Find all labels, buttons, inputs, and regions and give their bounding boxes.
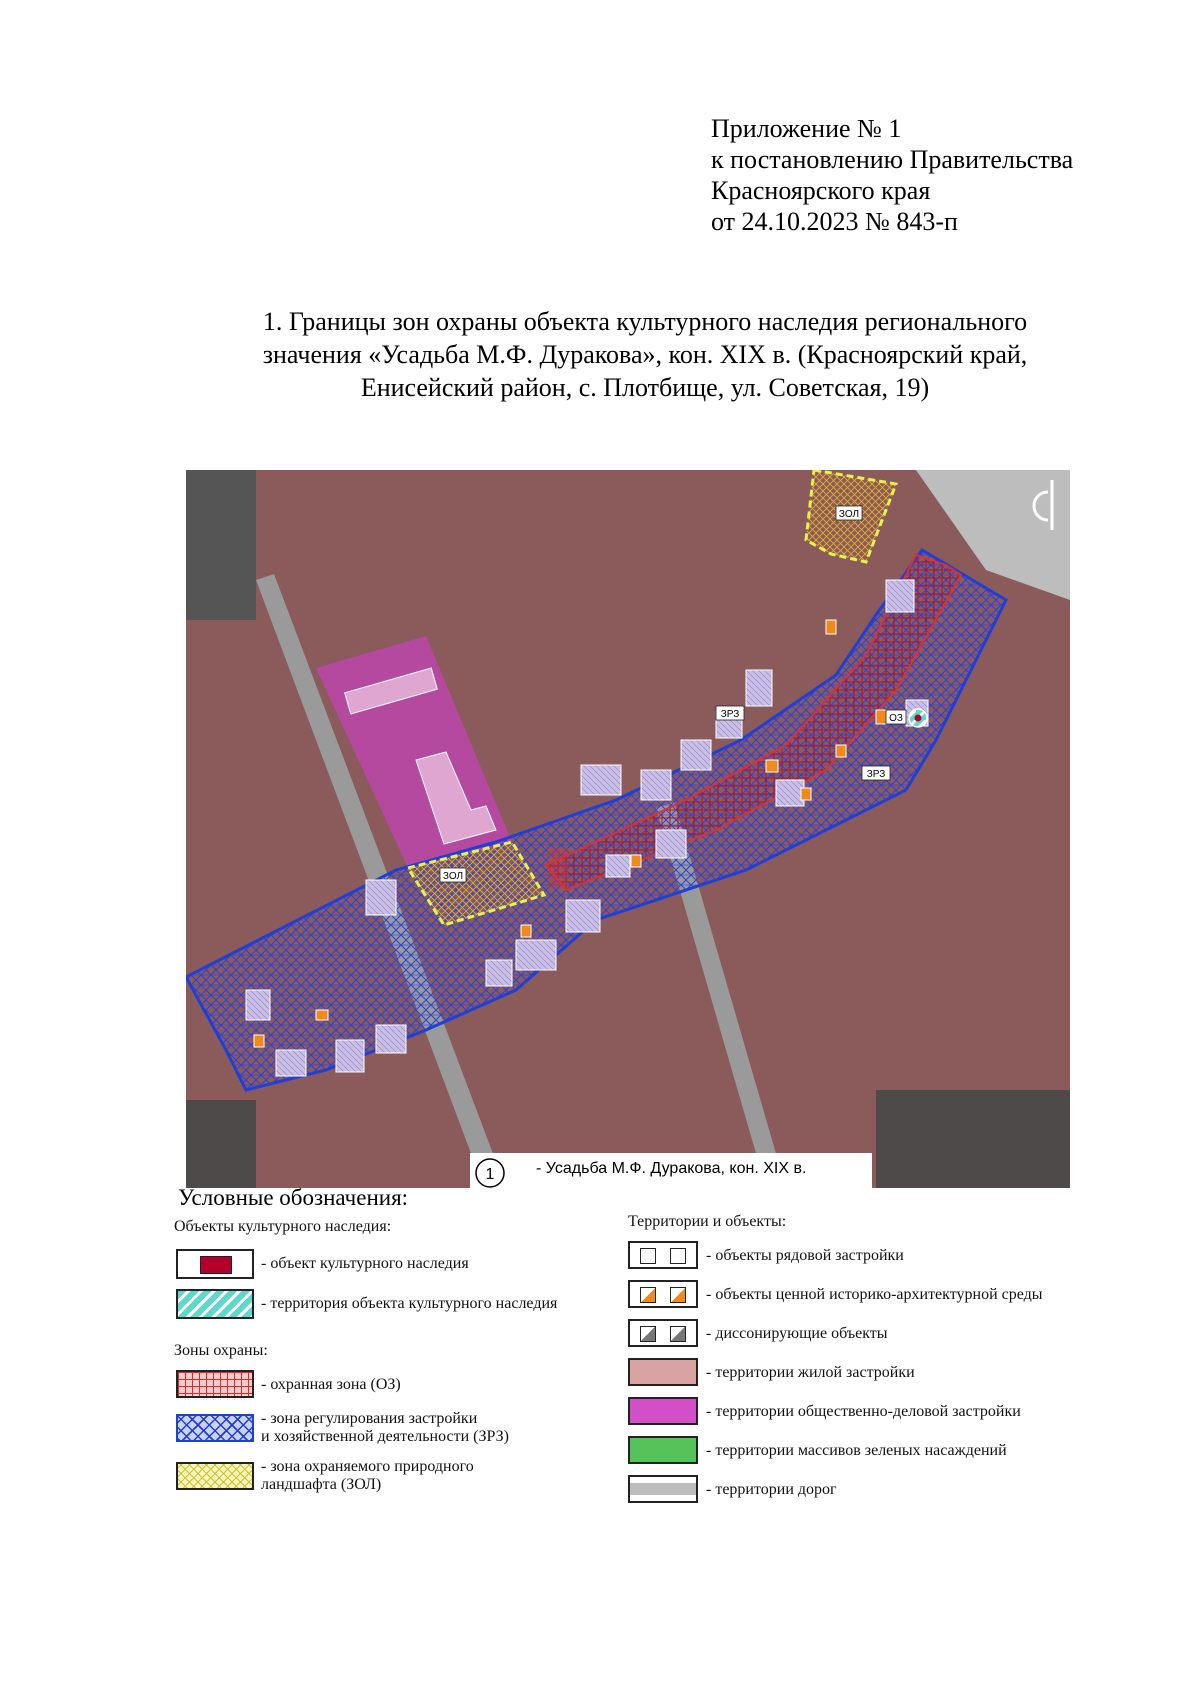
heritage-object	[915, 715, 922, 722]
document-heading	[190, 305, 1100, 404]
zone-map	[186, 470, 1070, 1188]
legend-swatch-roads	[628, 1475, 698, 1503]
legend-label-dissonant: - диссонирующие объекты	[706, 1325, 888, 1342]
legend-label-zol	[261, 1458, 474, 1494]
legend-label-zol-line-1: - зона охраняемого природного	[261, 1458, 474, 1475]
legend-label-ordinary: - объекты рядовой застройки	[706, 1247, 904, 1264]
legend-label-zrz	[261, 1410, 509, 1446]
legend-label-green: - территории массивов зеленых насаждений	[706, 1442, 1007, 1459]
legend-territories-title: Территории и объекты:	[628, 1213, 787, 1230]
map-label-zol-1: ЗОЛ	[442, 871, 464, 882]
map-label-oz: ОЗ	[889, 713, 903, 724]
legend-swatch-zrz	[176, 1414, 254, 1442]
legend-label-heritage-territory: - территория объекта культурного наследия	[261, 1295, 558, 1312]
legend-swatch-zol	[176, 1462, 254, 1490]
legend-swatch-green	[628, 1436, 698, 1464]
legend-swatch-oz	[176, 1370, 254, 1398]
heading-line-1: 1. Границы зон охраны объекта культурного наследия регионального	[262, 307, 1028, 336]
legend-label-public: - территории общественно-деловой застройки	[706, 1403, 1021, 1420]
legend-swatch-heritage-object	[176, 1249, 254, 1279]
appendix-block	[711, 113, 1073, 237]
oz-zone-fill	[548, 848, 568, 888]
legend-swatch-heritage-territory	[176, 1289, 254, 1319]
legend-label-zrz-line-2: и хозяйственной деятельности (ЗРЗ)	[261, 1428, 509, 1445]
heading-line-3: Енисейский район, с. Плотбище, ул. Советская, 19)	[360, 373, 930, 402]
legend-label-oz: - охранная зона (ОЗ)	[261, 1376, 401, 1393]
map-reference-marker	[473, 1156, 507, 1190]
legend-zones-title: Зоны охраны:	[174, 1342, 268, 1359]
map-label-zol-2: ЗОЛ	[838, 509, 860, 520]
map-reference-text: - Усадьба М.Ф. Дуракова, кон. XIX в.	[536, 1160, 807, 1177]
legend-swatch-public	[628, 1397, 698, 1425]
map-label-zrz-1: ЗРЗ	[720, 709, 740, 720]
map-corner-dark	[186, 470, 256, 620]
legend-swatch-ordinary	[628, 1241, 698, 1269]
legend-label-valuable: - объекты ценной историко-архитектурной среды	[706, 1286, 1043, 1303]
legend-swatch-valuable	[628, 1280, 698, 1308]
map-reference-num: 1	[485, 1166, 495, 1183]
appendix-line-4: от 24.10.2023 № 843-п	[711, 207, 958, 236]
map-label-zrz-2: ЗРЗ	[866, 769, 886, 780]
heading-line-2: значения «Усадьба М.Ф. Дуракова», кон. XIX в. (Красноярский край,	[262, 340, 1028, 369]
appendix-line-2: к постановлению Правительства	[711, 145, 1074, 174]
legend-label-residential: - территории жилой застройки	[706, 1364, 915, 1381]
appendix-line-3: Красноярского края	[711, 176, 931, 205]
appendix-line-1: Приложение № 1	[711, 114, 902, 143]
legend-swatch-dissonant	[628, 1319, 698, 1347]
legend-label-heritage-object: - объект культурного наследия	[261, 1255, 469, 1272]
legend-label-zrz-line-1: - зона регулирования застройки	[261, 1410, 478, 1427]
legend-label-roads: - территории дорог	[706, 1481, 837, 1498]
legend-title: Условные обозначения:	[178, 1185, 409, 1210]
legend-swatch-residential	[628, 1358, 698, 1386]
legend-heritage-title: Объекты культурного наследия:	[174, 1218, 392, 1235]
legend-label-zol-line-2: ландшафта (ЗОЛ)	[261, 1476, 382, 1493]
